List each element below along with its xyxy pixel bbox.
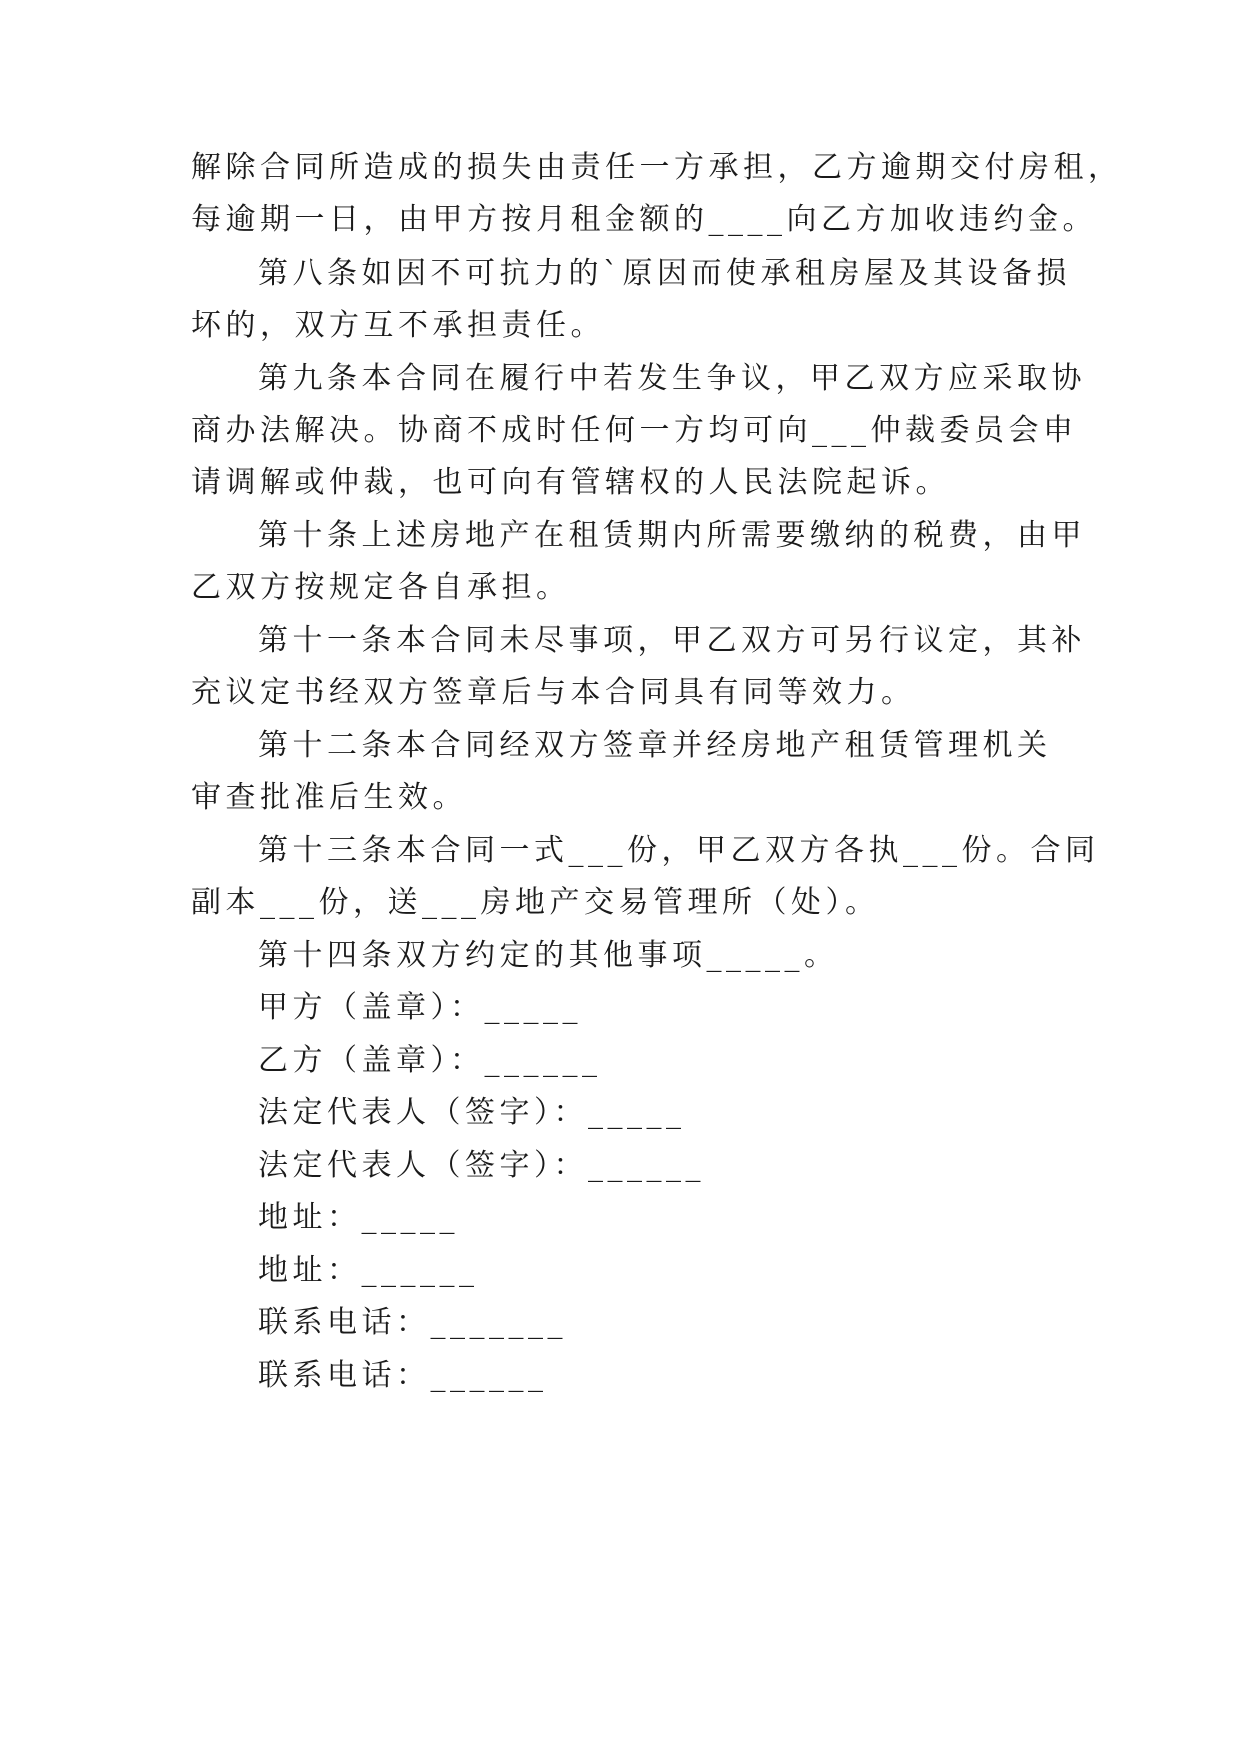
text-line: 副本___份，送___房地产交易管理所（处）。: [191, 885, 880, 920]
signature-line: 甲方（盖章）：_____: [258, 990, 582, 1025]
text-line: 第九条本合同在履行中若发生争议，甲乙双方应采取协: [258, 361, 1086, 396]
text-line: 第十一条本合同未尽事项，甲乙双方可另行议定，其补: [258, 623, 1086, 658]
text-line: 解除合同所造成的损失由责任一方承担，乙方逾期交付房租，: [191, 150, 1123, 185]
text-line: 商办法解决。协商不成时任何一方均可向___仲裁委员会申: [191, 413, 1078, 448]
signature-line: 法定代表人（签字）：_____: [258, 1095, 686, 1130]
signature-line: 乙方（盖章）：______: [258, 1043, 602, 1078]
signature-line: 地址：_____: [258, 1200, 459, 1235]
text-line: 第八条如因不可抗力的`原因而使承租房屋及其设备损: [258, 256, 1071, 291]
text-line: 第十条上述房地产在租赁期内所需要缴纳的税费，由甲: [258, 518, 1086, 553]
signature-line: 联系电话：______: [258, 1358, 548, 1393]
text-line: 请调解或仲裁，也可向有管辖权的人民法院起诉。: [191, 465, 950, 500]
signature-line: 联系电话：_______: [258, 1305, 567, 1340]
text-line: 乙双方按规定各自承担。: [191, 570, 571, 605]
text-line: 每逾期一日，由甲方按月租金额的____向乙方加收违约金。: [191, 202, 1097, 237]
text-line: 第十三条本合同一式___份，甲乙双方各执___份。合同: [258, 833, 1100, 868]
text-line: 审查批准后生效。: [191, 780, 467, 815]
text-line: 第十二条本合同经双方签章并经房地产租赁管理机关: [258, 728, 1052, 763]
text-line: 充议定书经双方签章后与本合同具有同等效力。: [191, 675, 916, 710]
signature-line: 法定代表人（签字）：______: [258, 1148, 705, 1183]
text-line: 坏的，双方互不承担责任。: [191, 308, 605, 343]
signature-line: 地址：______: [258, 1253, 479, 1288]
text-line: 第十四条双方约定的其他事项_____。: [258, 938, 839, 973]
